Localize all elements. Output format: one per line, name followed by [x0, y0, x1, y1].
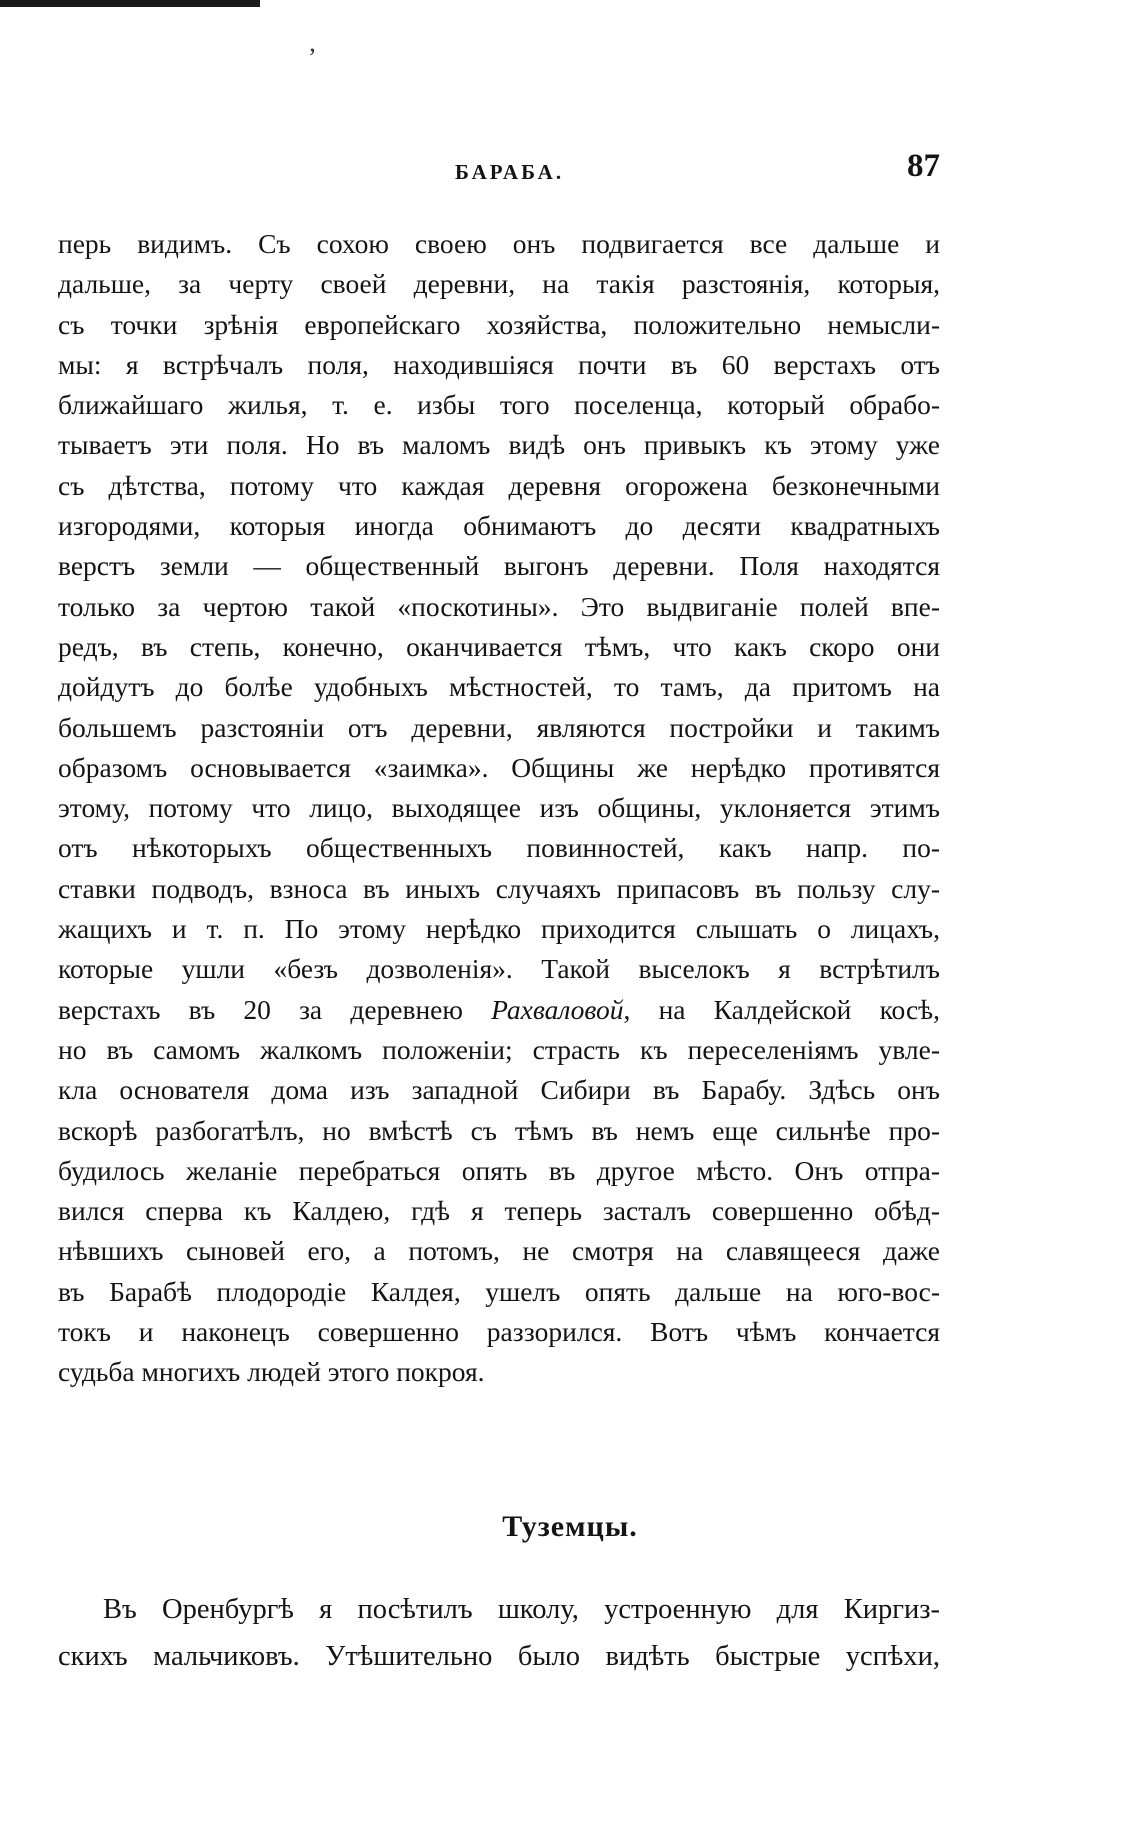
text-line: жащихъ и т. п. По этому нерѣдко приходится слышать о лицахъ,: [58, 913, 940, 945]
text-line: кла основателя дома изъ западной Сибири въ Барабу. Здѣсь онъ: [58, 1074, 940, 1106]
running-head: БАРАБА.: [455, 160, 565, 184]
text-line: перь видимъ. Съ сохою своею онъ подвигается все дальше и: [58, 228, 940, 259]
text-line: которые ушли «безъ дозволенія». Такой выселокъ я встрѣтилъ: [58, 953, 940, 985]
stray-ink-mark: ‚: [308, 28, 317, 57]
text-line: верстъ земли — общественный выгонъ деревни. Поля находятся: [58, 550, 940, 582]
text-line: вскорѣ разбогатѣлъ, но вмѣстѣ съ тѣмъ въ немъ еще сильнѣе про-: [58, 1114, 940, 1146]
text-line: верстахъ въ 20 за деревнею Рахваловой, на Калдейской косѣ,: [58, 993, 940, 1025]
text-line: ближайшаго жилья, т. е. избы того поселенца, который обрабо-: [58, 389, 940, 421]
text-line: дойдутъ до болѣе удобныхъ мѣстностей, то тамъ, да притомъ на: [58, 671, 940, 703]
text-line: ставки подводъ, взноса въ иныхъ случаяхъ припасовъ въ пользу слу-: [58, 872, 940, 904]
text-line: этому, потому что лицо, выходящее изъ общины, уклоняется этимъ: [58, 792, 940, 824]
section-paragraph: [58, 1586, 940, 1680]
text-line: судьба многихъ людей этого покроя.: [58, 1356, 485, 1388]
text-line: образомъ основывается «заимка». Общины же нерѣдко противятся: [58, 751, 940, 783]
top-edge-rule: [0, 0, 260, 7]
text-line: но въ самомъ жалкомъ положеніи; страсть къ переселеніямъ увле-: [58, 1033, 940, 1065]
text-line: съ точки зрѣнія европейскаго хозяйства, положительно немысли-: [58, 308, 940, 340]
text-line: нѣвшихъ сыновей его, а потомъ, не смотря на славящееся даже: [58, 1235, 940, 1267]
text-line: будилось желаніе перебраться опять въ другое мѣсто. Онъ отпра-: [58, 1154, 940, 1186]
text-line: скихъ мальчиковъ. Утѣшительно было видѣть быстрые успѣхи,: [58, 1641, 940, 1672]
body-paragraph: [58, 224, 940, 1393]
text-line: мы: я встрѣчалъ поля, находившіяся почти въ 60 верстахъ отъ: [58, 348, 940, 380]
page-number: 87: [907, 148, 940, 184]
text-line: токъ и наконецъ совершенно раззорился. Вотъ чѣмъ кончается: [58, 1316, 940, 1348]
text-line: только за чертою такой «поскотины». Это выдвиганіе полей впе-: [58, 590, 940, 622]
text-line: тываетъ эти поля. Но въ маломъ видѣ онъ привыкъ къ этому уже: [58, 429, 940, 461]
text-line: въ Барабѣ плодородіе Калдея, ушелъ опять дальше на юго-вос-: [58, 1275, 940, 1307]
text-line: изгородями, которыя иногда обнимаютъ до десяти квадратныхъ: [58, 510, 940, 542]
text-line: съ дѣтства, потому что каждая деревня огорожена безконечными: [58, 469, 940, 501]
text-line: дальше, за черту своей деревни, на такія разстоянія, которыя,: [58, 268, 940, 300]
text-line: Въ Оренбургѣ я посѣтилъ школу, устроенную для Киргиз-: [103, 1594, 940, 1625]
section-heading: Туземцы.: [502, 1510, 638, 1543]
text-line: редъ, въ степь, конечно, оканчивается тѣмъ, что какъ скоро они: [58, 630, 940, 662]
text-line: отъ нѣкоторыхъ общественныхъ повинностей, какъ напр. по-: [58, 832, 940, 864]
text-line: большемъ разстояніи отъ деревни, являются постройки и такимъ: [58, 711, 940, 743]
text-line: вился сперва къ Калдею, гдѣ я теперь засталъ совершенно обѣд-: [58, 1195, 940, 1227]
